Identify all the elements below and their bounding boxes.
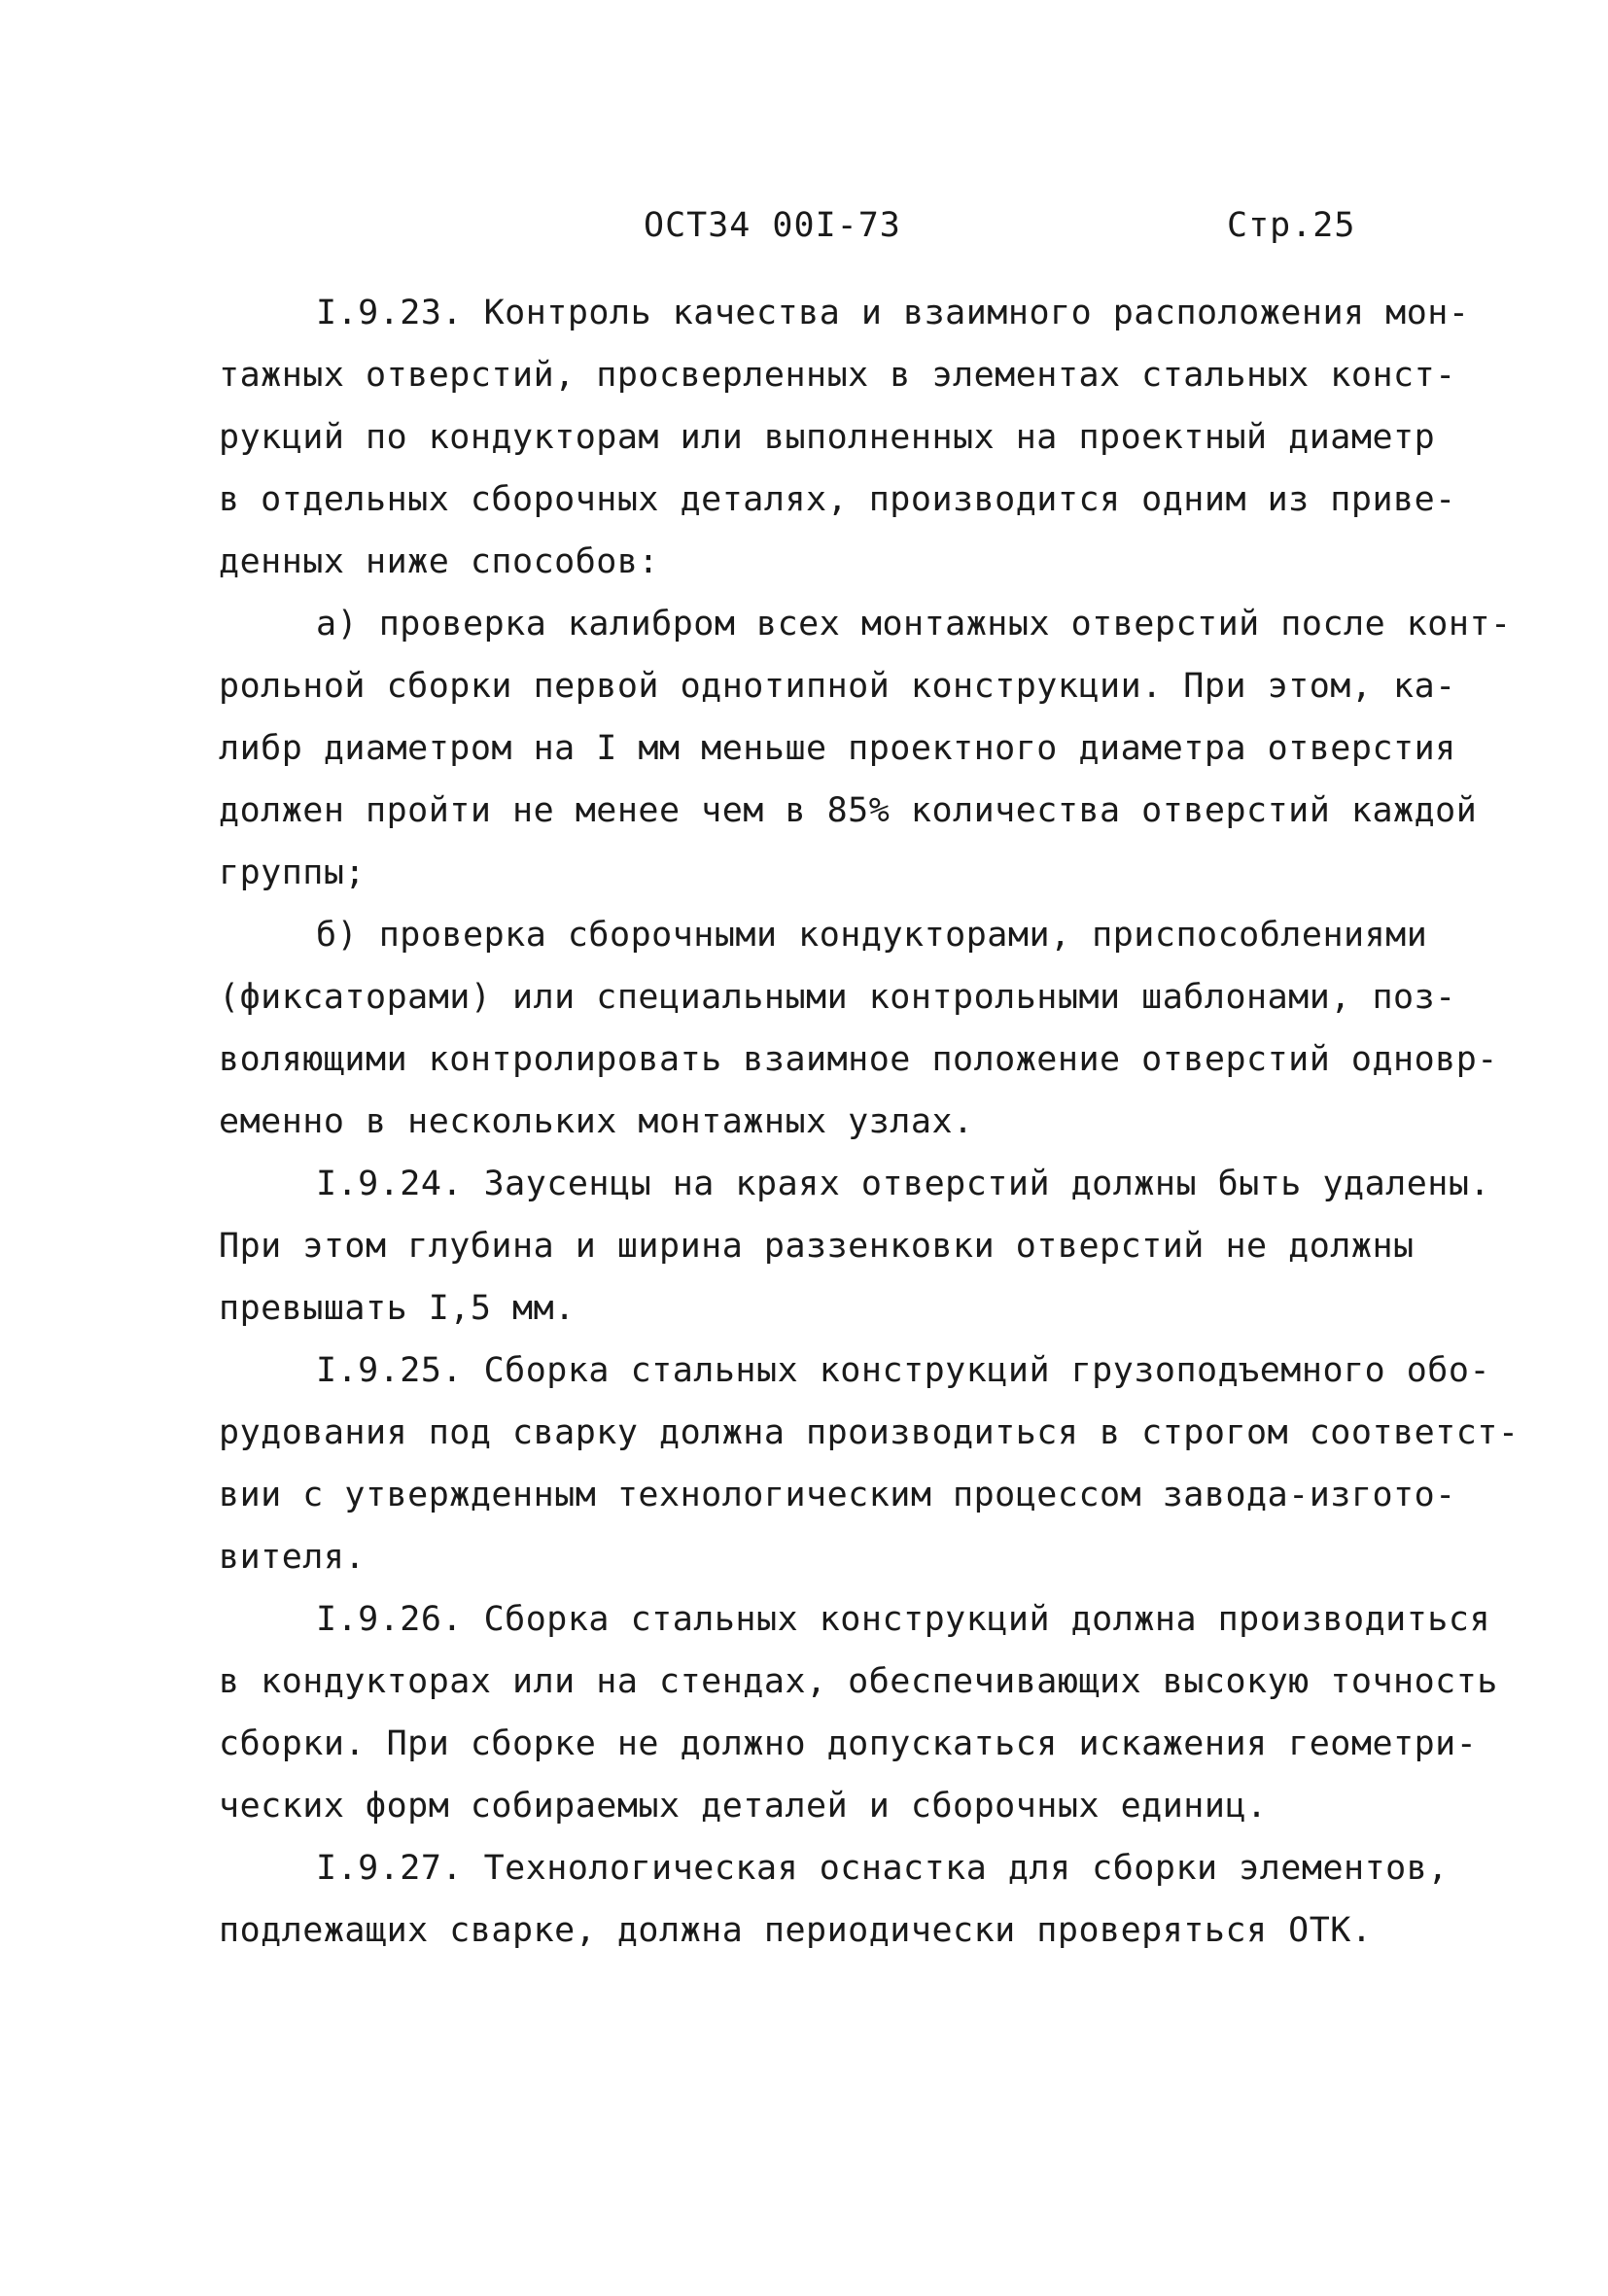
- text-line: ческих форм собираемых деталей и сборочных единиц.: [219, 1787, 1268, 1826]
- text-line: I.9.24. Заусенцы на краях отверстий должны быть удалены.: [316, 1165, 1491, 1203]
- body-text: [219, 282, 1520, 1962]
- paragraph-1-9-27: [219, 1837, 1449, 1962]
- text-line: тажных отверстий, просверленных в элементах стальных конст-: [219, 356, 1456, 395]
- text-line: I.9.25. Сборка стальных конструкций грузоподъемного обо-: [316, 1351, 1491, 1390]
- text-line: (фиксаторами) или специальными контрольными шаблонами, поз-: [219, 978, 1456, 1017]
- paragraph-1-9-24: [219, 1153, 1491, 1339]
- paragraph-item-a: [219, 593, 1512, 904]
- text-line: б) проверка сборочными кондукторами, приспособлениями: [316, 916, 1428, 955]
- text-line: либр диаметром на I мм меньше проектного диаметра отверстия: [219, 729, 1456, 768]
- text-line: I.9.26. Сборка стальных конструкций должна производиться: [316, 1600, 1491, 1639]
- text-line: в кондукторах или на стендах, обеспечивающих высокую точность: [219, 1662, 1498, 1701]
- paragraph-item-b: [219, 904, 1498, 1153]
- paragraph-1-9-25: [219, 1339, 1520, 1588]
- text-line: I.9.23. Контроль качества и взаимного расположения мон-: [316, 294, 1470, 332]
- text-line: денных ниже способов:: [219, 542, 660, 581]
- paragraph-1-9-26: [219, 1588, 1498, 1837]
- text-line: превышать I,5 мм.: [219, 1289, 576, 1328]
- page-number: Стр.25: [1227, 206, 1356, 245]
- text-line: рудования под сварку должна производиться в строгом соответст-: [219, 1413, 1520, 1452]
- page-header: [0, 206, 1608, 255]
- text-line: еменно в нескольких монтажных узлах.: [219, 1102, 974, 1141]
- text-line: должен пройти не менее чем в 85% количества отверстий каждой: [219, 791, 1478, 830]
- text-line: рукций по кондукторам или выполненных на проектный диаметр: [219, 418, 1436, 457]
- text-line: группы;: [219, 853, 367, 892]
- text-line: вителя.: [219, 1538, 367, 1577]
- standard-number: ОСТ34 00I-73: [644, 206, 901, 245]
- text-line: I.9.27. Технологическая оснастка для сборки элементов,: [316, 1849, 1449, 1888]
- text-line: в отдельных сборочных деталях, производится одним из приве-: [219, 480, 1456, 519]
- text-line: сборки. При сборке не должно допускаться искажения геометри-: [219, 1724, 1478, 1763]
- text-line: а) проверка калибром всех монтажных отверстий после конт-: [316, 605, 1512, 644]
- text-line: рольной сборки первой однотипной конструкции. При этом, ка-: [219, 667, 1456, 706]
- text-line: При этом глубина и ширина раззенковки отверстий не должны: [219, 1227, 1415, 1266]
- text-line: подлежащих сварке, должна периодически проверяться ОТК.: [219, 1911, 1373, 1950]
- paragraph-1-9-23: [219, 282, 1470, 593]
- text-line: воляющими контролировать взаимное положение отверстий одновр-: [219, 1040, 1498, 1079]
- text-line: вии с утвержденным технологическим процессом завода-изгото-: [219, 1476, 1456, 1514]
